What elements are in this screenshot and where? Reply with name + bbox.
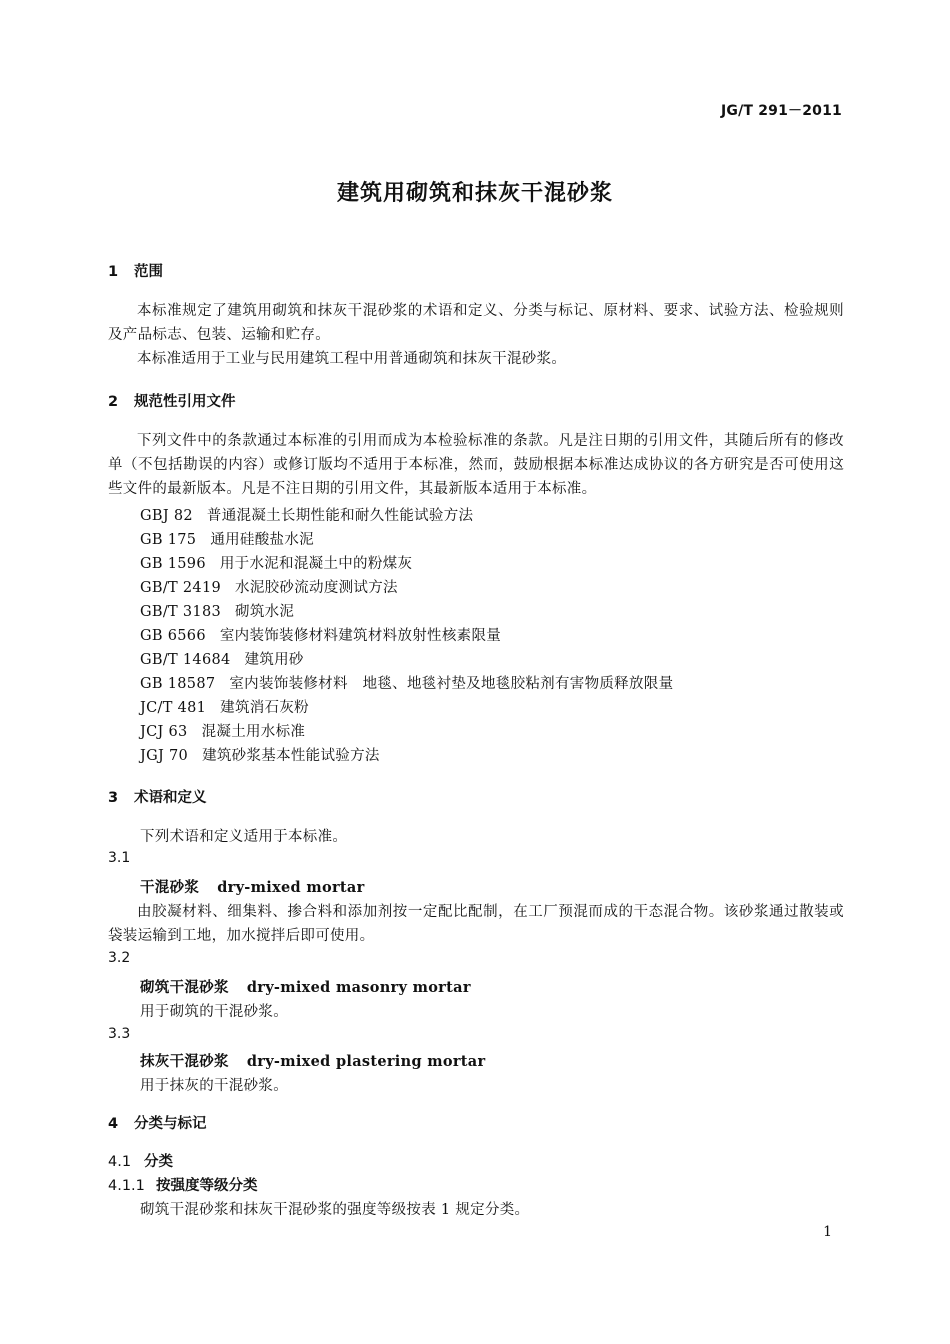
term-heading	[108, 876, 365, 897]
term-heading	[108, 1050, 485, 1071]
section-3-heading	[108, 786, 207, 807]
term-cn: 抹灰干混砂浆	[140, 1053, 229, 1070]
reference-code: GB 175	[140, 532, 197, 548]
reference-item	[108, 576, 398, 597]
reference-name: 砌筑水泥	[235, 604, 295, 620]
term-en: dry-mixed plastering mortar	[246, 1053, 486, 1070]
reference-name: 室内装饰装修材料 地毯、地毯衬垫及地毯胶粘剂有害物质释放限量	[229, 676, 674, 692]
section-title: 分类与标记	[134, 1116, 207, 1132]
section-number: 3	[108, 790, 119, 806]
reference-item	[108, 504, 473, 525]
reference-code: GBJ 82	[140, 508, 193, 524]
section-1-paragraph-2: 本标准适用于工业与民用建筑工程中用普通砌筑和抹灰干混砂浆。	[137, 351, 567, 367]
reference-name: 建筑砂浆基本性能试验方法	[202, 748, 380, 764]
reference-item	[108, 624, 501, 645]
reference-code: JC/T 481	[140, 700, 207, 716]
section-number: 1	[108, 264, 119, 280]
reference-code: GB 18587	[140, 676, 216, 692]
reference-code: GB 6566	[140, 628, 206, 644]
subsection-title: 分类	[144, 1154, 173, 1170]
reference-code: GB 1596	[140, 556, 206, 572]
reference-name: 水泥胶砂流动度测试方法	[235, 580, 398, 596]
reference-item	[108, 528, 314, 549]
term-definition: 由胶凝材料、细集料、掺合料和添加剂按一定配比配制，在工厂预混而成的干态混合物。该砂浆通过散装或袋装运输到工地，加水搅拌后即可使用。	[108, 904, 844, 944]
reference-item	[108, 720, 305, 741]
term-number: 3.1	[108, 850, 131, 866]
reference-name: 普通混凝土长期性能和耐久性能试验方法	[206, 508, 474, 524]
reference-name: 混凝土用水标准	[201, 724, 306, 740]
page-number: 1	[823, 1224, 832, 1240]
reference-name: 通用硅酸盐水泥	[210, 532, 314, 548]
section-2-heading	[108, 390, 236, 411]
reference-item	[108, 552, 412, 573]
reference-item	[108, 672, 673, 693]
standard-code: JG/T 291－2011	[720, 103, 842, 119]
reference-code: GB/T 14684	[140, 652, 231, 668]
section-number: 2	[108, 394, 119, 410]
reference-item	[108, 696, 309, 717]
document-title: 建筑用砌筑和抹灰干混砂浆	[336, 181, 613, 206]
subsection-title: 按强度等级分类	[156, 1178, 258, 1194]
section-title: 术语和定义	[134, 790, 207, 806]
reference-code: JCJ 63	[140, 724, 188, 740]
reference-code: GB/T 2419	[140, 580, 222, 596]
term-heading	[108, 976, 471, 997]
term-definition: 用于抹灰的干混砂浆。	[140, 1078, 288, 1094]
subsection-number: 4.1	[108, 1154, 132, 1170]
section-2-paragraph: 下列文件中的条款通过本标准的引用而成为本检验标准的条款。凡是注日期的引用文件，其随后所有的修改单（不包括勘误的内容）或修订版均不适用于本标准，然而，鼓励根据本标准达成协议的各方研究是否可使用这些文件的最新版本。凡是不注日期的引用文件，其最新版本适用于本标准。	[108, 433, 844, 497]
section-1-paragraph-1: 本标准规定了建筑用砌筑和抹灰干混砂浆的术语和定义、分类与标记、原材料、要求、试验方法、检验规则及产品标志、包装、运输和贮存。	[108, 303, 844, 343]
subsection-4-1-1-heading	[108, 1174, 258, 1195]
subsection-4-1-1-text: 砌筑干混砂浆和抹灰干混砂浆的强度等级按表 1 规定分类。	[140, 1202, 530, 1218]
reference-item	[108, 648, 304, 669]
term-en: dry-mixed mortar	[217, 879, 365, 896]
reference-code: GB/T 3183	[140, 604, 222, 620]
section-3-intro: 下列术语和定义适用于本标准。	[140, 829, 348, 845]
term-cn: 干混砂浆	[140, 879, 200, 896]
section-title: 规范性引用文件	[134, 394, 236, 410]
reference-code: JGJ 70	[140, 748, 189, 764]
term-number: 3.3	[108, 1026, 131, 1042]
reference-name: 建筑用砂	[244, 652, 304, 668]
reference-item	[108, 600, 294, 621]
subsection-number: 4.1.1	[108, 1178, 145, 1194]
reference-item	[108, 744, 380, 765]
subsection-4-1-heading	[108, 1150, 173, 1171]
term-number: 3.2	[108, 950, 131, 966]
reference-name: 用于水泥和混凝土中的粉煤灰	[219, 556, 413, 572]
term-definition: 用于砌筑的干混砂浆。	[140, 1004, 288, 1020]
section-title: 范围	[134, 264, 163, 280]
section-number: 4	[108, 1116, 119, 1132]
reference-name: 建筑消石灰粉	[220, 700, 309, 716]
section-4-heading	[108, 1112, 207, 1133]
section-1-heading	[108, 260, 163, 281]
term-en: dry-mixed masonry mortar	[246, 979, 471, 996]
reference-name: 室内装饰装修材料建筑材料放射性核素限量	[219, 628, 502, 644]
term-cn: 砌筑干混砂浆	[140, 979, 229, 996]
